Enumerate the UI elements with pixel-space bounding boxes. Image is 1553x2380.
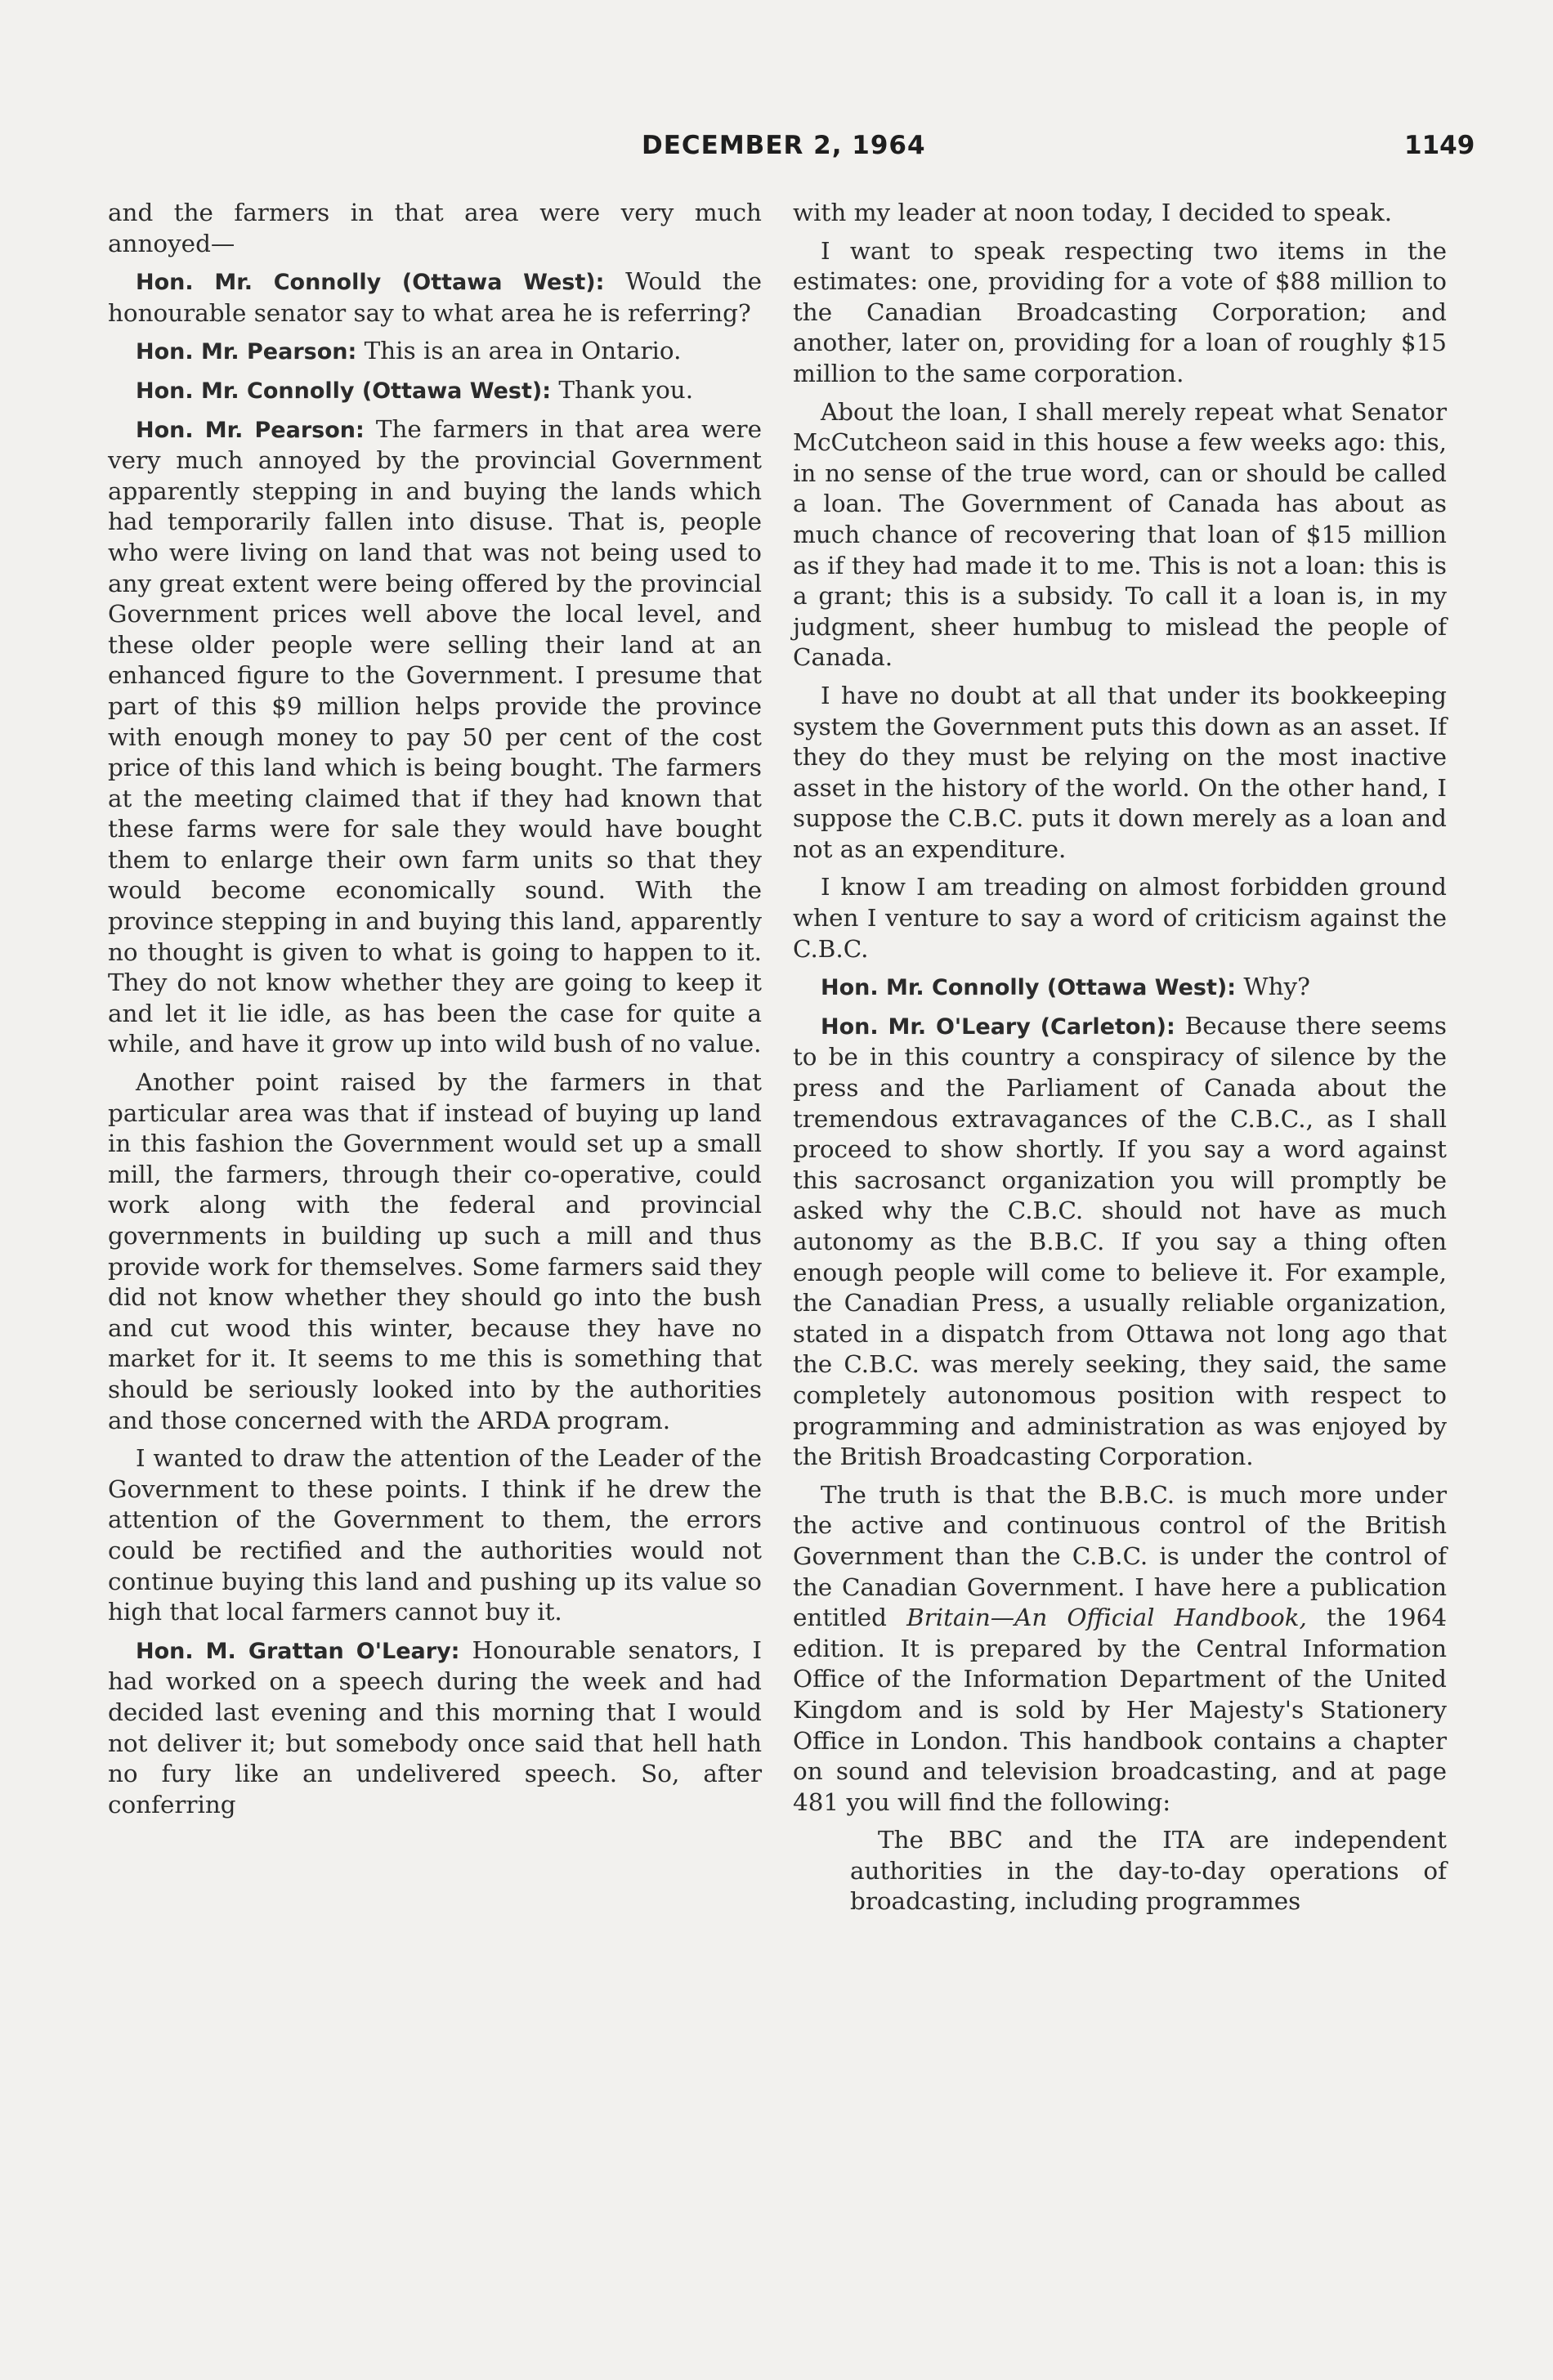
speech-text: Thank you. — [558, 375, 694, 404]
speaker-name: Hon. Mr. Connolly (Ottawa West): — [136, 378, 552, 404]
paragraph — [793, 972, 1447, 1004]
paragraph-text: the 1964 edition. It is prepared by the Central Information Office of the Information Department of the United Kingdom and is sold by Her Majesty's Stationery Office in London. This handbook contains a chapter on sound and television broadcasting, and at page 481 you will find the following: — [793, 1604, 1448, 1816]
paragraph — [108, 414, 762, 1060]
paragraph: I want to speak respecting two items in the estimates: one, providing for a vote of $88 million to the Canadian Broadcasting Corporation; and another, later on, providing for a loan of roughly $15 million to the same corporation. — [793, 236, 1447, 387]
speaker-name: Hon. Mr. Connolly (Ottawa West): — [821, 975, 1237, 1001]
left-column — [108, 198, 762, 1828]
speech-text: The farmers in that area were very much annoyed by the provincial Government apparently stepping in and buying the lands which had temporarily fallen into disuse. That is, people who were living on land that was not being used to any great extent were being offered by the provincial Government prices well above the local level, and these older people were selling their land at an enhanced figure to the Government. I presume that part of this $9 million helps provide the province with enough money to pay 50 per cent of the cost price of this land which is being bought. The farmers at the meeting claimed that if they had known that these farms were for sale they would have bought them to enlarge their own farm units so that they would become economically sound. With the province stepping in and buying this land, apparently no thought is given to what is going to happen to it. They do not know whether they are going to keep it and let it lie idle, as has been the case for quite a while, and have it grow up into wild bush of no value. — [108, 414, 762, 1058]
paragraph — [108, 336, 762, 368]
right-column — [793, 198, 1447, 1917]
speech-text: Because there seems to be in this country a conspiracy of silence by the press and the Parliament of Canada about the tremendous extravagances of the C.B.C., as I shall proceed to show shortly. If you say a word against this sacrosanct organization you will promptly be asked why the C.B.C. should not have as much autonomy as the B.B.C. If you say a thing often enough people will come to believe it. For example, the Canadian Press, a usually reliable organization, stated in a dispatch from Ottawa not long ago that the C.B.C. was merely seeking, they said, the same completely autonomous position with respect to programming and administration as was enjoyed by the British Broadcasting Corporation. — [793, 1011, 1448, 1471]
speech-text: Would the honourable senator say to what area he is referring? — [108, 267, 762, 327]
paragraph — [108, 266, 762, 329]
block-quote: The BBC and the ITA are independent authorities in the day-to-day operations of broadcasting, including programmes — [850, 1826, 1447, 1916]
page-number: 1149 — [1404, 131, 1475, 160]
page-header — [0, 131, 1553, 172]
paragraph — [108, 1635, 762, 1821]
speaker-name: Hon. Mr. Connolly (Ottawa West): — [136, 270, 605, 296]
paragraph — [793, 1480, 1447, 1819]
paragraph: Another point raised by the farmers in that particular area was that if instead of buying up land in this fashion the Government would set up a small mill, the farmers, through their co-operative, could work along with the federal and provincial governments in building up such a mill and thus provide work for themselves. Some farmers said they did not know whether they should go into the bush and cut wood this winter, because they have no market for it. It seems to me this is something that should be seriously looked into by the authorities and those concerned with the ARDA program. — [108, 1068, 762, 1434]
paragraph: I wanted to draw the attention of the Leader of the Government to these points. I think if he drew the attention of the Government to them, the errors could be rectified and the authorities would not continue buying this land and pushing up its value so high that local farmers cannot buy it. — [108, 1444, 762, 1626]
header-date: DECEMBER 2, 1964 — [642, 131, 926, 160]
speaker-name: Hon. Mr. Pearson: — [136, 339, 357, 365]
paragraph: I have no doubt at all that under its bookkeeping system the Government puts this down as an asset. If they do they must be relying on the most inactive asset in the history of the world. On the other hand, I suppose the C.B.C. puts it down merely as a loan and not as an expenditure. — [793, 681, 1447, 863]
paragraph — [108, 375, 762, 407]
speech-text: Why? — [1243, 973, 1310, 1001]
publication-title: Britain—An Official Handbook, — [906, 1604, 1307, 1632]
paragraph-text: The truth is that the B.B.C. is much more under the active and continuous control of the British Government than the C.B.C. is under the control of the Canadian Government. I have here a publication entitled — [793, 1480, 1447, 1632]
paragraph: with my leader at noon today, I decided to speak. — [793, 199, 1393, 226]
paragraph — [793, 1011, 1447, 1473]
speech-text: This is an area in Ontario. — [364, 337, 682, 365]
speech-text: Honourable senators, I had worked on a speech during the week and had decided last evening and this morning that I would not deliver it; but somebody once said that hell hath no fury like an undelivered speech. So, after conferring — [108, 1635, 762, 1819]
paragraph: About the loan, I shall merely repeat what Senator McCutcheon said in this house a few weeks ago: this, in no sense of the true word, can or should be called a loan. The Government of Canada has about as much chance of recovering that loan of $15 million as if they had made it to me. This is not a loan: this is a grant; this is a subsidy. To call it a loan is, in my judgment, sheer humbug to mislead the people of Canada. — [793, 397, 1447, 672]
speaker-name: Hon. Mr. Pearson: — [136, 417, 365, 443]
speaker-name: Hon. Mr. O'Leary (Carleton): — [821, 1013, 1175, 1040]
paragraph: I know I am treading on almost forbidden ground when I venture to say a word of criticism against the C.B.C. — [793, 873, 1447, 963]
speaker-name: Hon. M. Grattan O'Leary: — [136, 1638, 460, 1664]
paragraph: and the farmers in that area were very much annoyed— — [108, 199, 762, 257]
